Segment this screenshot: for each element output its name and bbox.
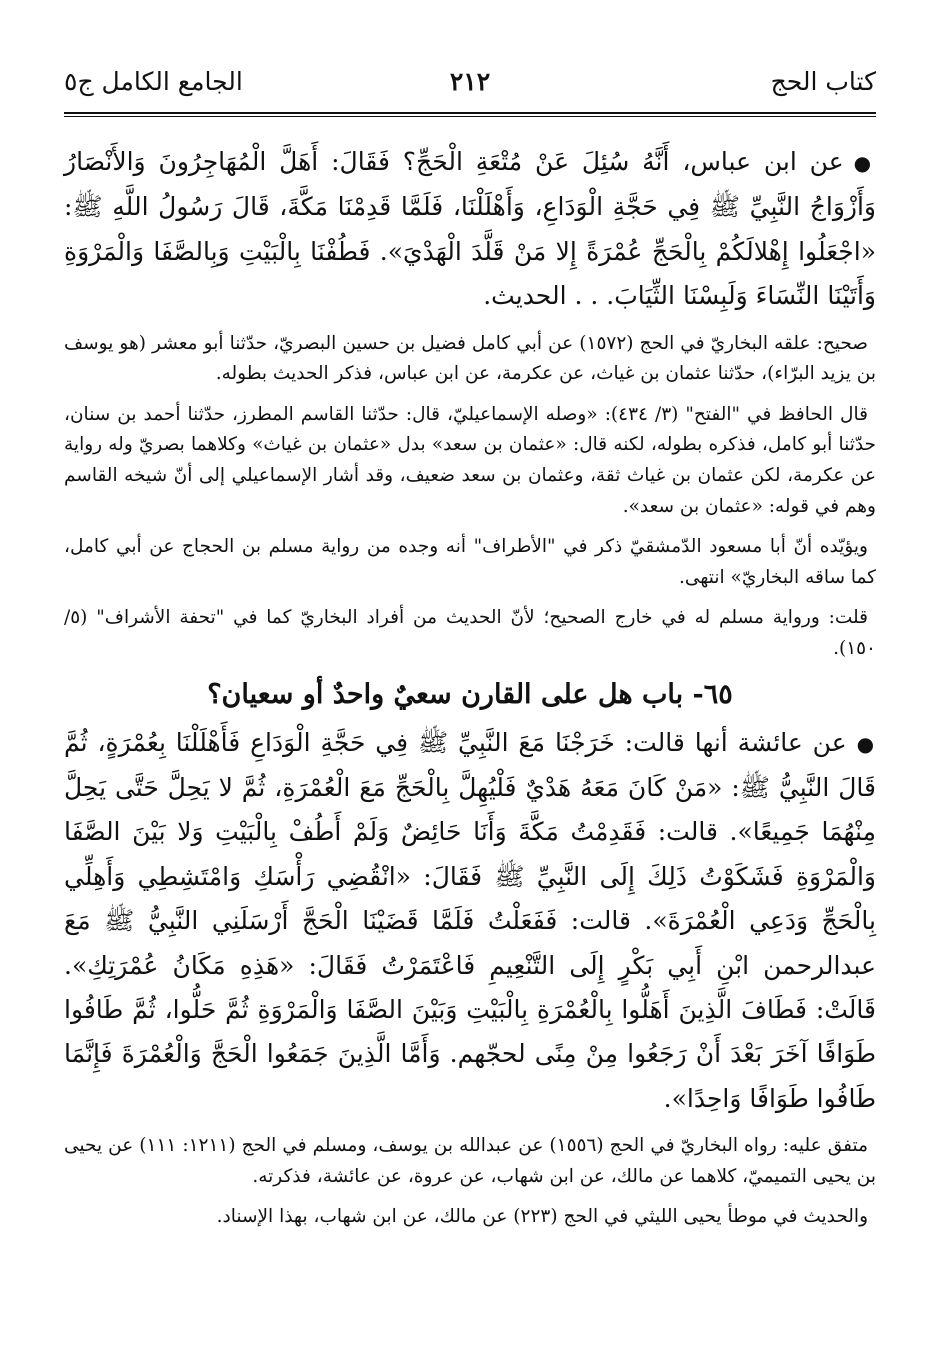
- hadith-text: [64, 140, 876, 319]
- book-volume-title: الجامع الكامل ج٥: [64, 67, 243, 96]
- book-section-title: كتاب الحج: [770, 67, 876, 96]
- commentary-paragraph: صحيح: علقه البخاريّ في الحج (١٥٧٢) عن أبي كامل فضيل بن حسين البصريّ، حدّثنا أبو معشر (هو يوسف بن يزيد البرّاء)، حدّثنا عثمان بن غياث، عن عكرمة، عن ابن عباس، فذكر الحديث بطوله.: [64, 332, 876, 385]
- commentary-paragraph: ويؤيّده أنّ أبا مسعود الدّمشقيّ ذكر في "الأطراف" أنه وجده من رواية مسلم بن الحجاج عن أبي كامل، كما ساقه البخاريّ» انتهى.: [64, 536, 876, 588]
- chapter-heading: ٦٥- باب هل على القارن سعيٌ واحدٌ أو سعيان؟: [207, 678, 733, 710]
- hadith-text: [64, 721, 876, 1122]
- commentary-paragraph: متفق عليه: رواه البخاريّ في الحج (١٥٥٦) عن عبدالله بن يوسف، ومسلم في الحج (١٢١١: ١١١) عن يحيى بن يحيى التميميّ، كلاهما عن مالك، عن ابن شهاب، عن عروة، عن عائشة، فذكرته.: [64, 1135, 876, 1187]
- hadith-body: عن عائشة أنها قالت: خَرَجْنَا مَعَ النَّبِيِّ ﷺ فِي حَجَّةِ الْوَدَاعِ فَأَهْلَلْنَا بِعُمْرَةٍ، ثُمَّ قَالَ النَّبِيُّ ﷺ: «مَنْ كَانَ مَعَهُ هَدْيٌ فَلْيُهِلَّ بِالْحَجِّ مَعَ الْعُمْرَةِ، ثُمَّ لا يَحِلَّ حَتَّى يَحِلَّ مِنْهُمَا جَمِيعًا». قالت: فَقَدِمْتُ مَكَّةَ وَأَنَا حَائِضٌ وَلَمْ أَطُفْ بِالْبَيْتِ وَلا بَيْنَ الصَّفَا وَالْمَرْوَةِ فَشَكَوْتُ ذَلِكَ إِلَى النَّبِيِّ ﷺ فَقَالَ: «انْقُضِي رَأْسَكِ وَامْتَشِطِي وَأَهِلِّي بِالْحَجِّ وَدَعِي الْعُمْرَةَ». قالت: فَفَعَلْتُ فَلَمَّا قَضَيْنَا الْحَجَّ أَرْسَلَنِي النَّبِيُّ ﷺ مَعَ عبدالرحمن ابْنِ أَبِي بَكْرٍ إِلَى التَّنْعِيمِ فَاعْتَمَرْتُ فَقَالَ: «هَذِهِ مَكَانُ عُمْرَتِكِ». قَالَتْ: فَطَافَ الَّذِينَ أَهَلُّوا بِالْعُمْرَةِ بِالْبَيْتِ وَبَيْنَ الصَّفَا وَالْمَرْوَةِ ثُمَّ حَلُّوا، ثُمَّ طَافُوا طَوَافًا آخَرَ بَعْدَ أَنْ رَجَعُوا مِنْ مِنًى لحجّهم. وَأَمَّا الَّذِينَ جَمَعُوا الْحَجَّ وَالْعُمْرَةَ فَإِنَّمَا طَافُوا طَوَافًا وَاحِدًا».: [64, 727, 876, 1113]
- commentary-paragraph: قال الحافظ في "الفتح" (٣/ ٤٣٤): «وصله الإسماعيليّ، قال: حدّثنا القاسم المطرز، حدّثنا أحمد بن سنان، حدّثنا أبو كامل، فذكره بطوله، لكنه قال: «عثمان بن سعد» بدل «عثمان بن غياث» وكلاهما بصريّ وله رواية عن عكرمة، لكن عثمان بن غياث ثقة، وعثمان بن سعد ضعيف، وقد أشار الإسماعيلي إلى أنّ شيخه القاسم وهم في قوله: «عثمان بن سعد».: [64, 403, 876, 517]
- page-body: [64, 140, 876, 1233]
- commentary-paragraph: والحديث في موطأ يحيى الليثي في الحج (٢٢٣) عن مالك، عن ابن شهاب، بهذا الإسناد.: [216, 1206, 868, 1228]
- hadith-body: عن ابن عباس، أَنَّهُ سُئِلَ عَنْ مُتْعَةِ الْحَجِّ؟ فَقَالَ: أَهَلَّ الْمُهَاجِرُونَ وَالأَنْصَارُ وَأَزْوَاجُ النَّبِيِّ ﷺ فِي حَجَّةِ الْوَدَاعِ، وَأَهْلَلْنَا، فَلَمَّا قَدِمْنَا مَكَّةَ، قَالَ رَسُولُ اللَّهِ ﷺ: «اجْعَلُوا إِهْلالَكُمْ بِالْحَجِّ عُمْرَةً إِلا مَنْ قَلَّدَ الْهَدْيَ». فَطُفْنَا بِالْبَيْتِ وَبِالصَّفَا وَالْمَرْوَةِ وَأَتَيْنَا النِّسَاءَ وَلَبِسْنَا الثِّيَابَ. . . الحديث.: [64, 147, 877, 311]
- bullet-icon: ●: [856, 731, 876, 756]
- bullet-icon: ●: [853, 151, 877, 175]
- page-number: ٢١٢: [449, 67, 491, 96]
- header-divider: [64, 116, 876, 117]
- commentary-paragraph: قلت: ورواية مسلم له في خارج الصحيح؛ لأنّ الحديث من أفراد البخاريّ كما في "تحفة الأشراف" (٥/ ١٥٠).: [64, 607, 876, 659]
- page-header: [64, 62, 876, 114]
